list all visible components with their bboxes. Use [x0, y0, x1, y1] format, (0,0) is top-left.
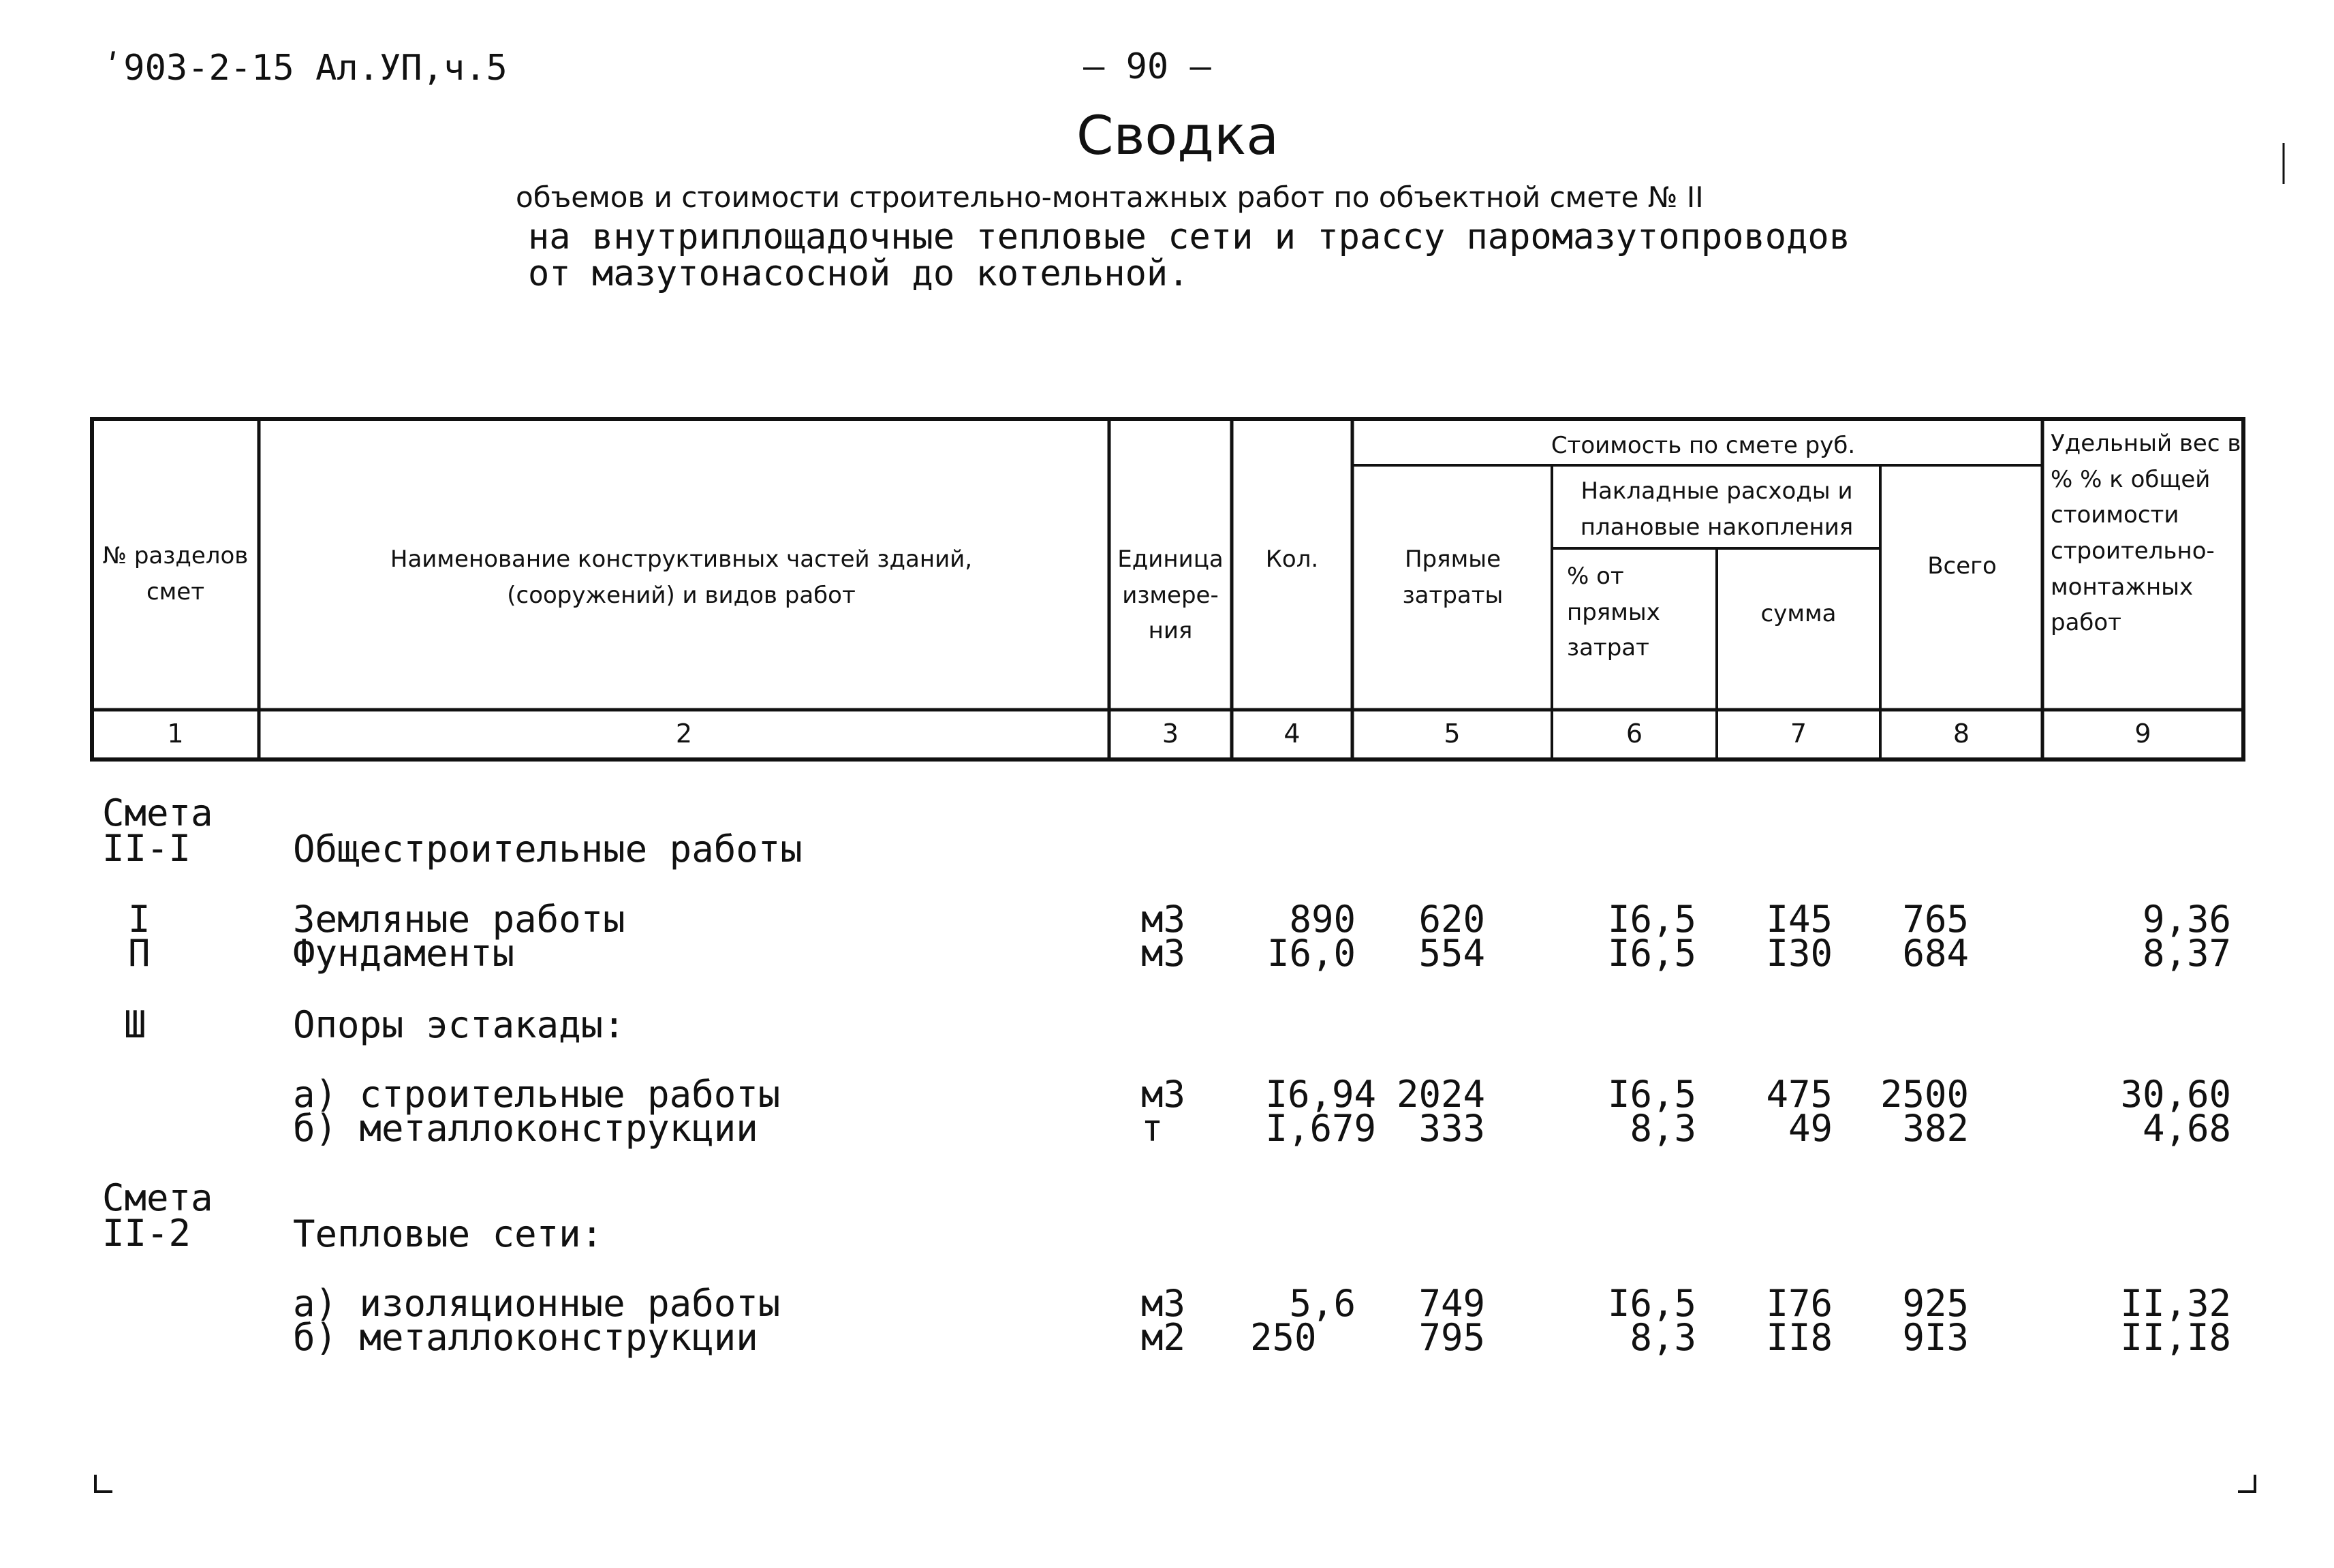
row-total: 684 [1902, 932, 1969, 975]
section-label: Смета II-I [102, 791, 213, 870]
row-unit: м3 [1141, 1073, 1186, 1116]
row-sum: 49 [1788, 1107, 1833, 1150]
row-weight: 30,60 [2120, 1073, 2231, 1116]
row-unit: м3 [1141, 932, 1186, 975]
header-cost-group: Стоимость по смете руб. [1551, 432, 1856, 459]
row-percent: I6,5 [1607, 1282, 1696, 1325]
column-number-8: 8 [1952, 719, 1970, 749]
header-col-sum: сумма [1760, 600, 1837, 627]
page-number: — 90 — [1083, 46, 1211, 87]
row-total: 925 [1902, 1282, 1969, 1325]
row-sum: 475 [1766, 1073, 1833, 1116]
row-percent: 8,3 [1630, 1107, 1696, 1150]
page-title: Сводка [1076, 106, 1279, 167]
row-unit: м3 [1141, 1282, 1186, 1325]
column-number-9: 9 [2134, 719, 2151, 749]
row-number: I [128, 898, 151, 941]
row-sum: I45 [1766, 898, 1833, 941]
row-percent: I6,5 [1607, 932, 1696, 975]
row-total: 382 [1902, 1107, 1969, 1150]
document-code: ʹ903-2-15 Ал.УП,ч.5 [102, 48, 508, 89]
row-percent: I6,5 [1607, 898, 1696, 941]
row-qty: I6,94 [1265, 1073, 1376, 1116]
row-unit: т [1141, 1107, 1164, 1150]
row-name: Земляные работы [293, 898, 625, 941]
row-qty: 890 [1289, 898, 1356, 941]
header-col-unit: Единица измере-ния [1117, 546, 1224, 645]
row-name: б) металлоконструкции [293, 1107, 758, 1150]
row-direct: 620 [1418, 898, 1485, 941]
row-unit: м3 [1141, 898, 1186, 941]
row-direct: 333 [1418, 1107, 1485, 1150]
column-number-7: 7 [1790, 719, 1807, 749]
row-weight: II,32 [2120, 1282, 2231, 1325]
row-number: Ш [124, 1003, 146, 1046]
row-total: 2500 [1880, 1073, 1969, 1116]
row-name: а) строительные работы [293, 1073, 781, 1116]
section-name: Тепловые сети: [293, 1212, 604, 1255]
row-total: 765 [1902, 898, 1969, 941]
row-qty: 5,6 [1289, 1282, 1356, 1325]
header-col-section-number: № разделов смет [102, 542, 249, 606]
row-percent: I6,5 [1607, 1073, 1696, 1116]
subtitle-line-3: от мазутонасосной до котельной. [528, 253, 1189, 294]
column-number-1: 1 [167, 719, 184, 749]
row-number: П [128, 932, 151, 975]
row-direct: 554 [1418, 932, 1485, 975]
header-col-qty: Кол. [1265, 546, 1319, 573]
row-qty: 250 [1250, 1316, 1317, 1359]
column-number-3: 3 [1162, 719, 1179, 749]
subtitle-line-2: на внутриплощадочные тепловые сети и трассу паромазутопроводов [528, 217, 1851, 257]
section-label: Смета II-2 [102, 1176, 213, 1255]
row-qty: I6,0 [1266, 932, 1356, 975]
row-name: б) металлоконструкции [293, 1316, 758, 1359]
row-direct: 2024 [1396, 1073, 1485, 1116]
section-name: Общестроительные работы [293, 828, 803, 871]
subtitle-line-1: объемов и стоимости строительно-монтажных работ по объектной смете № II [516, 181, 1704, 214]
row-name: а) изоляционные работы [293, 1282, 781, 1325]
column-number-2: 2 [675, 719, 693, 749]
row-sum: II8 [1766, 1316, 1833, 1359]
header-col-direct-costs: Прямые затраты [1402, 546, 1504, 609]
row-name: Опоры эстакады: [293, 1003, 625, 1046]
row-direct: 749 [1418, 1282, 1485, 1325]
row-weight: 9,36 [2142, 898, 2231, 941]
row-sum: I76 [1766, 1282, 1833, 1325]
row-sum: I30 [1766, 932, 1833, 975]
header-col-weight: Удельный вес в % % к общей стоимости строительно-монтажных работ [2051, 430, 2241, 637]
column-number-4: 4 [1283, 719, 1301, 749]
row-name: Фундаменты [293, 932, 515, 975]
row-weight: 4,68 [2142, 1107, 2231, 1150]
header-col-total: Всего [1927, 552, 1997, 580]
row-percent: 8,3 [1630, 1316, 1696, 1359]
row-direct: 795 [1418, 1316, 1485, 1359]
header-col-name: Наименование конструктивных частей зданий, (сооружений) и видов работ [390, 546, 973, 609]
row-weight: II,I8 [2120, 1316, 2231, 1359]
column-number-5: 5 [1444, 719, 1461, 749]
header-overhead-group: Накладные расходы и плановые накопления [1580, 477, 1854, 541]
row-unit: м2 [1141, 1316, 1186, 1359]
row-weight: 8,37 [2142, 932, 2231, 975]
header-col-percent: % от прямых затрат [1567, 563, 1660, 662]
column-number-6: 6 [1625, 719, 1643, 749]
row-qty: I,679 [1265, 1107, 1376, 1150]
row-total: 9I3 [1902, 1316, 1969, 1359]
